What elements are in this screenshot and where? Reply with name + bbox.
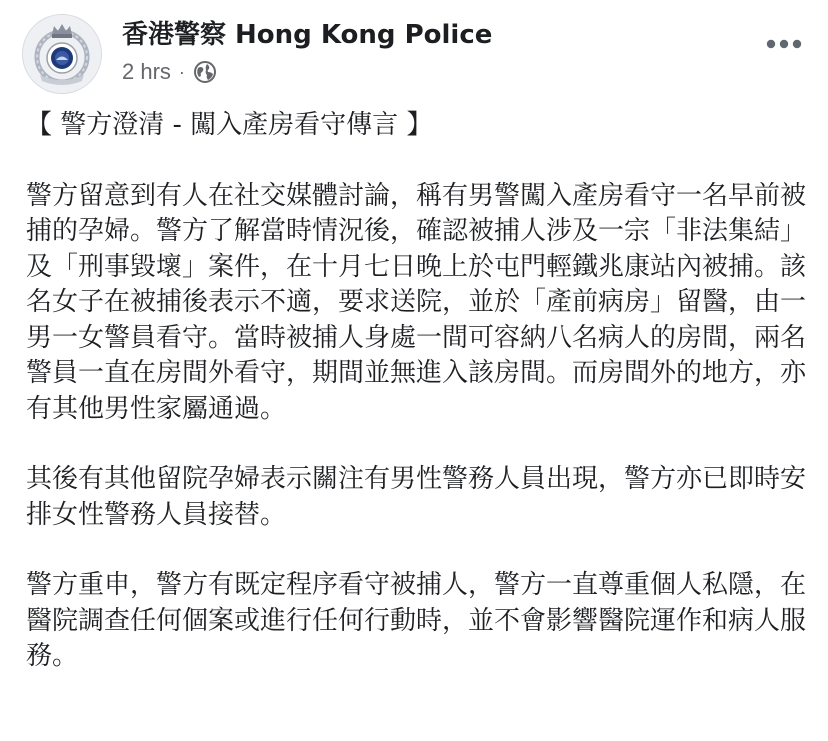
post-paragraph: 警方重申，警方有既定程序看守被捕人，警方一直尊重個人私隱，在醫院調查任何個案或進行任何行動時，並不會影響醫院運作和病人服務。 [26, 570, 807, 671]
meta-separator: · [178, 61, 185, 82]
police-crest-icon [23, 15, 101, 93]
more-options-icon [766, 39, 802, 49]
post-content [26, 108, 811, 710]
post-paragraph: 其後有其他留院孕婦表示關注有男性警務人員出現，警方亦已即時安排女性警務人員接替。 [26, 464, 807, 530]
post-paragraph: 警方留意到有人在社交媒體討論，稱有男警闖入產房看守一名早前被捕的孕婦。警方了解當時情況後，確認被捕人涉及一宗「非法集結」及「刑事毀壞」案件，在十月七日晚上於屯門輕鐵兆康站內被捕。該名女子在被捕後表示不適，要求送院，並於「產前病房」留醫，由一男一女警員看守。當時被捕人身處一間可容納八名病人的房間，兩名警員一直在房間外看守，期間並無進入該房間。而房間外的地方，亦有其他男性家屬通過。 [26, 180, 807, 424]
more-options-button[interactable] [762, 30, 806, 58]
post-meta [122, 58, 217, 86]
post-title: 【 警方澄清 - 闖入產房看守傳言 】 [26, 110, 433, 140]
globe-icon[interactable] [193, 60, 217, 84]
post-timestamp[interactable]: 2 hrs [122, 59, 171, 84]
post-header [22, 14, 812, 96]
page-name[interactable]: 香港警察 Hong Kong Police [122, 20, 493, 50]
page-avatar[interactable] [22, 14, 102, 94]
